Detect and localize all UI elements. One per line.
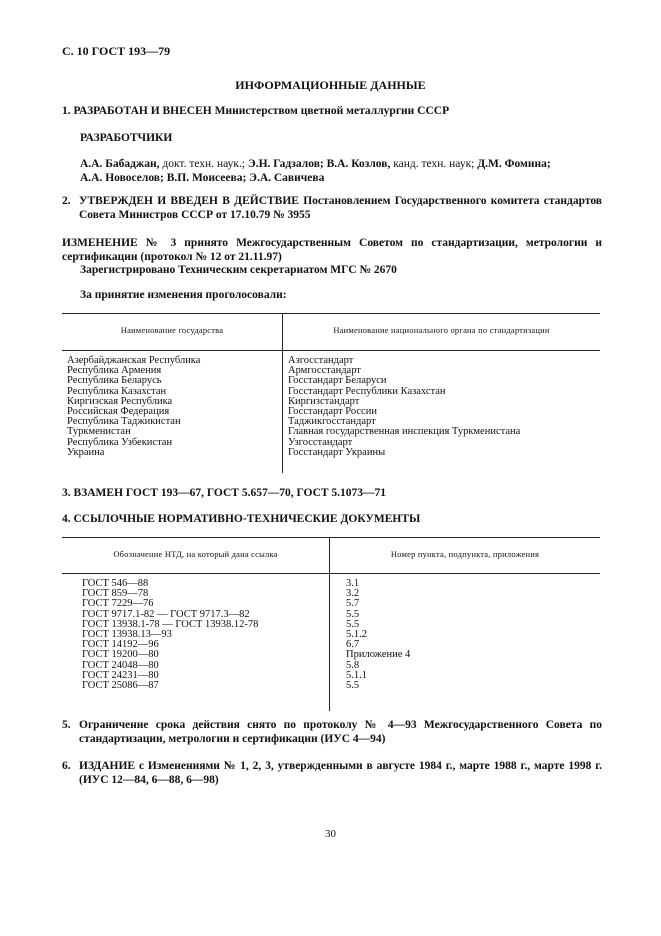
reference-table-doc-cell: ГОСТ 24048—80: [82, 659, 159, 671]
vote-table-bodies: [288, 356, 520, 458]
vote-table-states: [67, 356, 200, 458]
reference-table-doc-cell: ГОСТ 859—78: [82, 588, 149, 600]
vote-table: [62, 313, 600, 473]
reference-table-item-cell: 5.7: [346, 598, 360, 610]
reference-table-item-cell: Приложение 4: [346, 649, 411, 661]
section-4-text: ССЫЛОЧНЫЕ НОРМАТИВНО-ТЕХНИЧЕСКИЕ ДОКУМЕНТЫ: [73, 513, 421, 525]
vote-table-body-cell: Киргизстандарт: [288, 395, 360, 407]
vote-table-body-cell: Госстандарт России: [288, 406, 377, 418]
section-1-text: Министерством цветной металлургии СССР: [214, 105, 450, 117]
reference-table-item-cell: 5.1.2: [346, 629, 367, 641]
reference-table-item-cell: 3.2: [346, 588, 360, 600]
reference-table-item-cell: 3.1: [346, 578, 360, 589]
vote-table-body-cell: Армгосстандарт: [288, 365, 361, 377]
vote-table-state-cell: Республика Беларусь: [67, 375, 162, 387]
section-3-number: 3.: [62, 487, 71, 499]
section-3: [62, 486, 386, 500]
section-4-number: 4.: [62, 513, 71, 525]
vote-table-state-cell: Республика Узбекистан: [67, 436, 173, 448]
section-1-number: 1.: [62, 105, 71, 117]
section-5: [62, 718, 602, 746]
developers-line-1: [80, 157, 602, 171]
vote-table-state-cell: Республика Таджикистан: [67, 416, 181, 428]
reference-table-doc-cell: ГОСТ 25086—87: [82, 680, 159, 692]
section-1: [62, 104, 602, 118]
developers-heading: РАЗРАБОТЧИКИ: [80, 132, 173, 144]
developers-line-2: А.А. Новоселов; В.П. Моисеева; Э.А. Савичева: [80, 172, 325, 184]
section-2-lead: УТВЕРЖДЕН И ВВЕДЕН В ДЕЙСТВИЕ: [79, 195, 299, 207]
vote-table-state-cell: Республика Армения: [67, 365, 162, 377]
section-3-text: ВЗАМЕН ГОСТ 193—67, ГОСТ 5.657—70, ГОСТ 5.1073—71: [73, 487, 387, 499]
page-number: 30: [325, 828, 336, 840]
reference-table-item-cell: 5.5: [346, 608, 360, 620]
vote-table-body-cell: Узгосстандарт: [288, 436, 353, 448]
section-4: [62, 512, 420, 526]
section-5-number: 5.: [62, 719, 71, 731]
reference-table-doc-cell: ГОСТ 7229—76: [82, 598, 154, 610]
section-6-number: 6.: [62, 760, 71, 772]
reference-table-item-cell: 5.5: [346, 680, 360, 692]
voted-heading: За принятие изменения проголосовали:: [80, 289, 287, 301]
vote-table-header-state: Наименование государства: [120, 325, 224, 335]
developer-name: Э.Н. Гадзалов;: [245, 158, 324, 170]
reference-table-doc-cell: ГОСТ 13938.13—93: [82, 629, 172, 641]
section-5-text: Ограничение срока действия снято по протоколу № 4—93 Межгосударственного Совета по стандартизации, метрологии и сертификации (ИУС 4—94): [79, 719, 602, 745]
reference-table-items: [346, 579, 410, 691]
section-2: [62, 194, 602, 222]
developer-name: Д.М. Фомина;: [474, 158, 551, 170]
reference-table-header-doc: Обозначение НТД, на который дана ссылка: [113, 549, 278, 559]
vote-table-body-cell: Азгосстандарт: [288, 355, 354, 366]
vote-table-state-cell: Российская Федерация: [67, 406, 170, 418]
reference-table-doc-cell: ГОСТ 546—88: [82, 578, 149, 589]
reference-table-item-cell: 5.5: [346, 618, 360, 630]
page-title: ИНФОРМАЦИОННЫЕ ДАННЫЕ: [235, 78, 426, 92]
vote-table-state-cell: Туркменистан: [67, 426, 131, 438]
vote-table-body-cell: Таджикгосстандарт: [288, 416, 376, 428]
section-2-number: 2.: [62, 195, 71, 207]
reference-table-doc-cell: ГОСТ 14192—96: [82, 639, 159, 651]
reference-table-doc-cell: ГОСТ 9717.1-82 — ГОСТ 9717.3—82: [82, 608, 250, 620]
section-1-lead: РАЗРАБОТАН И ВНЕСЕН: [73, 105, 212, 117]
reference-table-doc-cell: ГОСТ 19200—80: [82, 649, 159, 661]
change-3-registered: Зарегистрировано Техническим секретариатом МГС № 2670: [80, 264, 397, 276]
reference-table-item-cell: 5.1.1: [346, 669, 367, 681]
vote-table-body-cell: Госстандарт Республики Казахстан: [288, 385, 446, 397]
vote-table-body-cell: Главная государственная инспекция Туркменистана: [288, 426, 521, 438]
reference-table-doc-cell: ГОСТ 24231—80: [82, 669, 159, 681]
vote-table-state-cell: Азербайджанская Республика: [67, 355, 201, 366]
page-header: С. 10 ГОСТ 193—79: [62, 44, 171, 58]
section-6-text: ИЗДАНИЕ с Изменениями № 1, 2, 3, утвержденными в августе 1984 г., марте 1988 г., марте 1998 г. (ИУС 12—84, 6—88, 6—98): [79, 760, 602, 786]
developer-title: докт. техн. наук.;: [159, 158, 246, 170]
change-3-text: ИЗМЕНЕНИЕ № 3 принято Межгосударственным Советом по стандартизации, метрологии и сертификации (протокол № 12 от 21.11.97): [62, 237, 602, 263]
vote-table-header-body: Наименование национального органа по стандартизации: [333, 325, 550, 335]
vote-table-body-cell: Госстандарт Беларуси: [288, 375, 387, 387]
section-6: [62, 759, 602, 787]
reference-table-docs: [82, 579, 258, 691]
developer-name: А.А. Бабаджан,: [80, 158, 160, 170]
vote-table-state-cell: Республика Казахстан: [67, 385, 167, 397]
reference-table-header-item: Номер пункта, подпункта, приложения: [390, 549, 540, 559]
vote-table-state-cell: Украина: [67, 446, 105, 458]
vote-table-state-cell: Киргизская Республика: [67, 395, 173, 407]
reference-table-doc-cell: ГОСТ 13938.1-78 — ГОСТ 13938.12-78: [82, 618, 259, 630]
vote-table-body-cell: Госстандарт Украины: [288, 446, 386, 458]
reference-table-item-cell: 5.8: [346, 659, 360, 671]
developer-title: канд. техн. наук;: [390, 158, 475, 170]
developers-list: [80, 157, 602, 185]
developer-name: В.А. Козлов,: [323, 158, 391, 170]
section-2-text: Постановлением Государственного комитета стандартов Совета Министров СССР от 17.10.79 № 3955: [79, 195, 602, 221]
reference-table-item-cell: 6.7: [346, 639, 360, 651]
reference-table: [62, 537, 600, 711]
